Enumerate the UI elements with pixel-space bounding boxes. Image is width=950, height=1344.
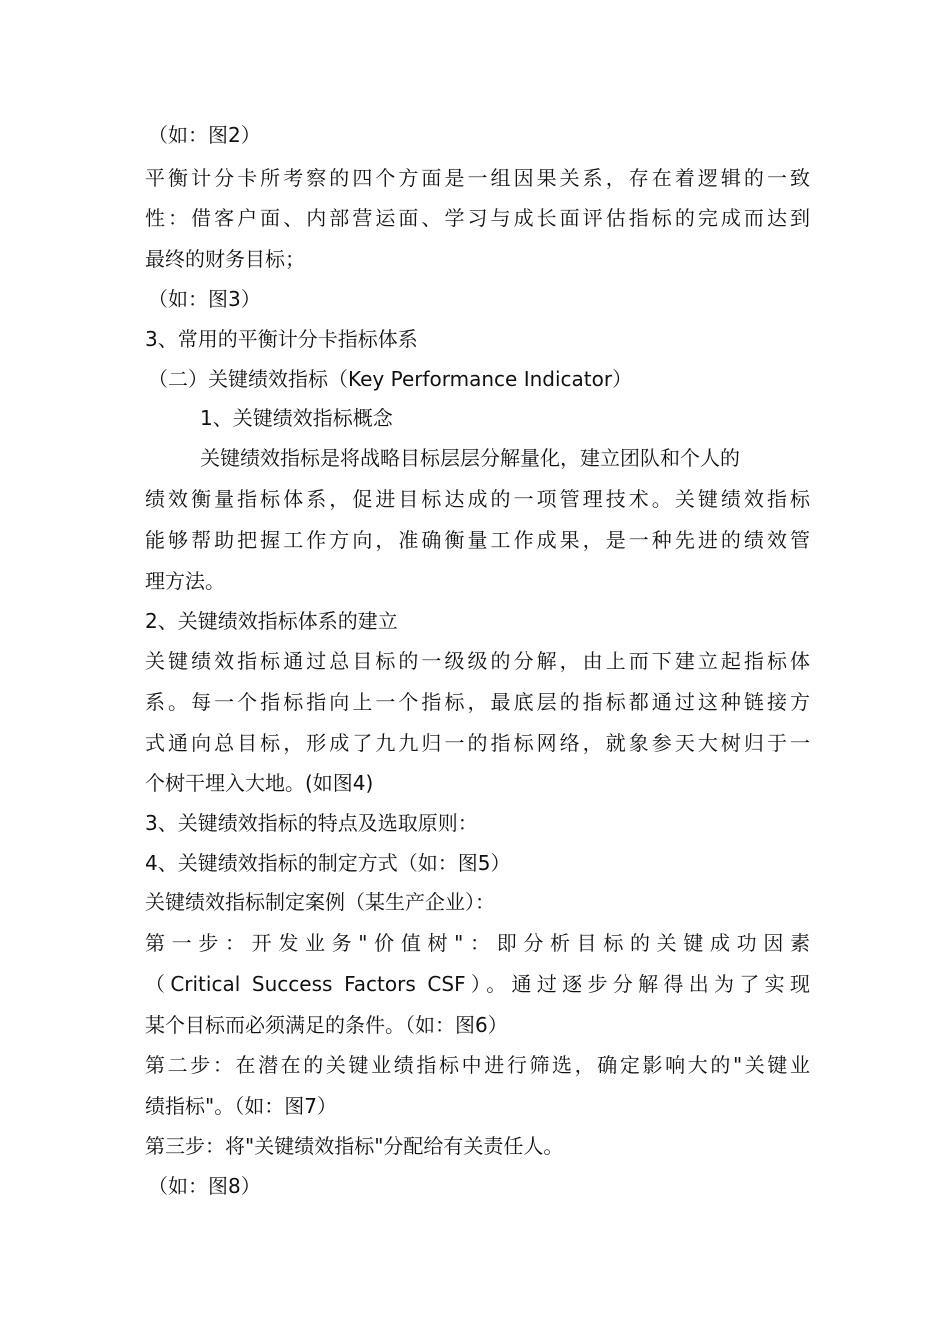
paragraph-line: 能够帮助把握工作方向，准确衡量工作成果，是一种先进的绩效管: [145, 528, 810, 552]
paragraph-line: 第一步：开发业务"价值树"：即分析目标的关键成功因素: [145, 931, 810, 955]
figure-ref-2: （如：图2）: [148, 123, 261, 147]
section-heading: （二）关键绩效指标（Key Performance Indicator）: [148, 367, 633, 391]
paragraph-line: 第二步：在潜在的关键业绩指标中进行筛选，确定影响大的"关键业: [145, 1053, 810, 1077]
paragraph-line: 关键绩效指标通过总目标的一级级的分解，由上而下建立起指标体: [145, 649, 810, 673]
paragraph-line: 某个目标而必须满足的条件。（如：图6）: [145, 1013, 508, 1037]
paragraph-line: 绩效衡量指标体系，促进目标达成的一项管理技术。关键绩效指标: [145, 487, 810, 511]
paragraph-line: 第三步：将"关键绩效指标"分配给有关责任人。: [145, 1134, 564, 1158]
paragraph-line: 理方法。: [145, 569, 225, 593]
section-heading: 3、常用的平衡计分卡指标体系: [145, 327, 418, 351]
figure-ref-3: （如：图3）: [148, 287, 261, 311]
paragraph-line: 关键绩效指标是将战略目标层层分解量化，建立团队和个人的: [200, 446, 740, 470]
paragraph-line: 式通向总目标，形成了九九归一的指标网络，就象参天大树归于一: [145, 731, 810, 755]
paragraph-line: 性：借客户面、内部营运面、学习与成长面评估指标的完成而达到: [145, 206, 810, 230]
figure-ref-8: （如：图8）: [148, 1174, 261, 1198]
paragraph-line: 关键绩效指标制定案例（某生产企业）：: [145, 890, 495, 914]
section-heading: 4、关键绩效指标的制定方式（如：图5）: [145, 851, 511, 875]
subsection-heading: 1、关键绩效指标概念: [200, 406, 393, 430]
paragraph-line: 绩指标"。（如：图7）: [145, 1094, 337, 1118]
section-heading: 3、关键绩效指标的特点及选取原则：: [145, 811, 478, 835]
paragraph-line: 系。每一个指标指向上一个指标，最底层的指标都通过这种链接方: [145, 690, 810, 714]
paragraph-line: 最终的财务目标；: [145, 247, 305, 271]
paragraph-line: 个树干埋入大地。(如图4): [145, 771, 374, 795]
paragraph-line: 平衡计分卡所考察的四个方面是一组因果关系，存在着逻辑的一致: [145, 166, 810, 190]
paragraph-line: （Critical Success Factors CSF）。通过逐步分解得出为了实现: [145, 972, 810, 996]
section-heading: 2、关键绩效指标体系的建立: [145, 609, 398, 633]
